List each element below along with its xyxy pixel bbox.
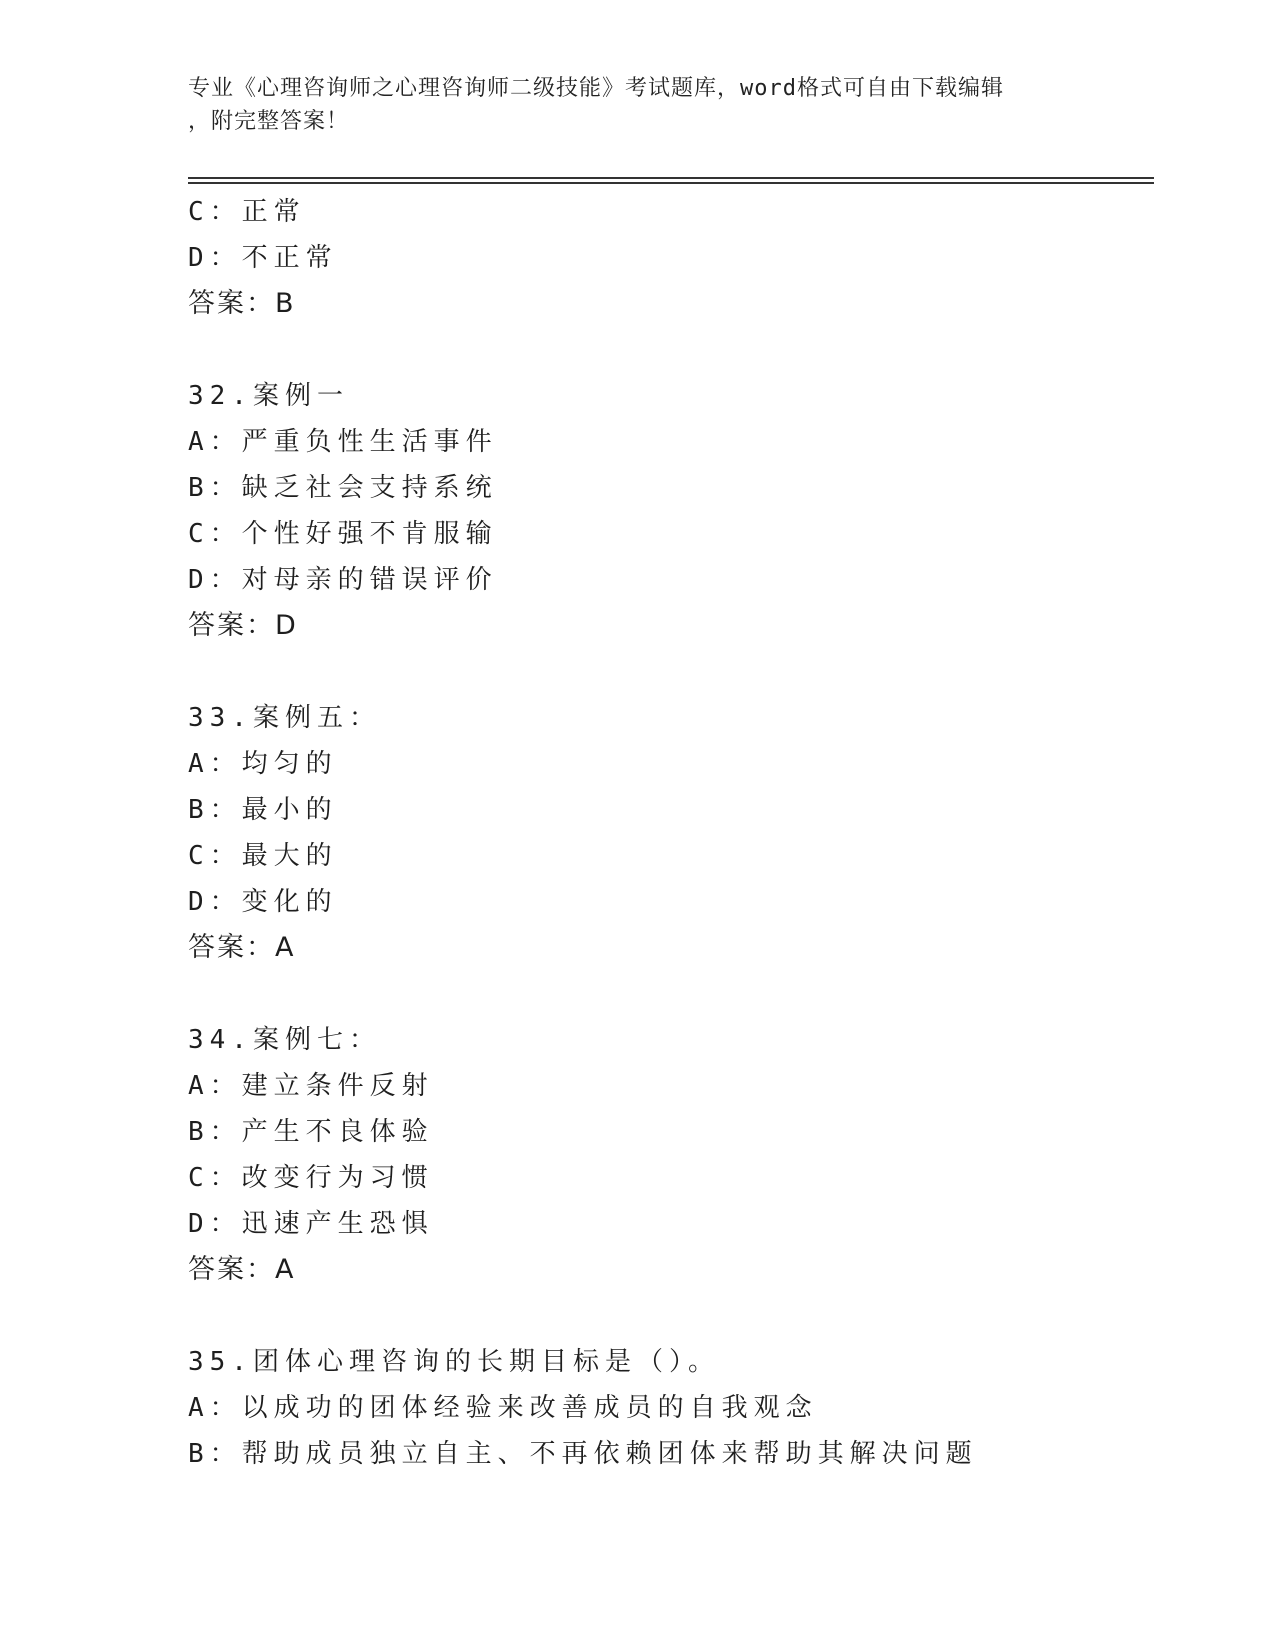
answer-line: 答案：A — [188, 932, 296, 963]
option-c: C：正常 — [188, 197, 306, 227]
option-d: D：对母亲的错误评价 — [188, 565, 498, 595]
question-33 — [188, 695, 1148, 971]
question-title: 35.团体心理咨询的长期目标是（）。 — [188, 1347, 720, 1377]
question-list — [188, 189, 1148, 1477]
spacer — [188, 649, 1148, 695]
header-divider-top — [188, 177, 1154, 179]
answer-line: 答案：B — [188, 288, 296, 319]
question-34 — [188, 1017, 1148, 1293]
header-divider-bottom — [188, 182, 1154, 184]
spacer — [188, 1293, 1148, 1339]
question-title: 33.案例五： — [188, 703, 381, 733]
option-b: B：产生不良体验 — [188, 1117, 434, 1147]
option-b: B：缺乏社会支持系统 — [188, 473, 498, 503]
header-line-2: ，附完整答案！ — [188, 109, 350, 134]
option-c: C：最大的 — [188, 841, 338, 871]
header-line-1: 专业《心理咨询师之心理咨询师二级技能》考试题库，word格式可自由下载编辑 — [188, 76, 1004, 101]
option-b: B：最小的 — [188, 795, 338, 825]
option-a: A：均匀的 — [188, 749, 338, 779]
option-a: A：建立条件反射 — [188, 1071, 434, 1101]
option-c: C：个性好强不肯服输 — [188, 519, 498, 549]
question-32 — [188, 373, 1148, 649]
question-title: 32.案例一 — [188, 381, 349, 411]
option-d: D：迅速产生恐惧 — [188, 1209, 434, 1239]
answer-line: 答案：A — [188, 1254, 296, 1285]
answer-line: 答案：D — [188, 610, 298, 641]
option-c: C：改变行为习惯 — [188, 1163, 434, 1193]
question-title: 34.案例七： — [188, 1025, 381, 1055]
option-d: D：不正常 — [188, 243, 338, 273]
option-b: B：帮助成员独立自主、不再依赖团体来帮助其解决问题 — [188, 1439, 978, 1469]
spacer — [188, 327, 1148, 373]
option-a: A：以成功的团体经验来改善成员的自我观念 — [188, 1393, 818, 1423]
spacer — [188, 971, 1148, 1017]
document-header — [188, 72, 1088, 138]
option-d: D：变化的 — [188, 887, 338, 917]
question-35 — [188, 1339, 1148, 1477]
continued-question — [188, 189, 1148, 327]
option-a: A：严重负性生活事件 — [188, 427, 498, 457]
